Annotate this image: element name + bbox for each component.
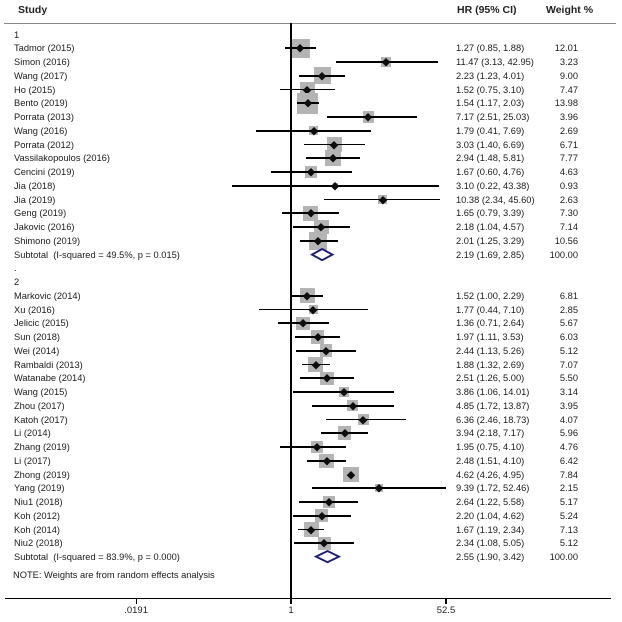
study-label: Shimono (2019) <box>14 235 81 246</box>
column-header-hr: HR (95% CI) <box>457 4 517 16</box>
study-label: Koh (2014) <box>14 524 60 535</box>
hr-ci-value: 2.44 (1.13, 5.26) <box>456 345 525 356</box>
weight-value: 3.95 <box>559 400 578 411</box>
weight-value: 5.96 <box>559 428 578 439</box>
weight-value: 13.98 <box>554 98 578 109</box>
study-label: Jelicic (2015) <box>14 318 69 329</box>
study-label: Wei (2014) <box>14 345 60 356</box>
column-header-study: Study <box>18 4 48 16</box>
weight-value: 5.24 <box>559 510 578 521</box>
hr-ci-value: 2.51 (1.26, 5.00) <box>456 373 525 384</box>
study-label: Niu1 (2018) <box>14 497 63 507</box>
study-label: Bento (2019) <box>14 98 68 109</box>
weight-value: 3.23 <box>559 57 578 67</box>
hr-ci-value: 4.62 (4.26, 4.95) <box>456 469 525 480</box>
hr-ci-value: 9.39 (1.72, 52.46) <box>456 483 530 494</box>
hr-ci-value: 11.47 (3.13, 42.95) <box>456 57 534 67</box>
axis-tick-label: 1 <box>288 605 294 616</box>
hr-ci-value: 2.48 (1.51, 4.10) <box>456 455 525 466</box>
study-label: Rambaldi (2013) <box>14 359 83 370</box>
weight-value: 5.17 <box>559 497 578 507</box>
weight-value: 6.42 <box>559 455 578 466</box>
hr-ci-value: 10.38 (2.34, 45.60) <box>456 194 535 205</box>
weight-value: 2.69 <box>559 125 578 136</box>
study-label: Sun (2018) <box>14 332 60 342</box>
subtotal-label: Subtotal (I-squared = 83.9%, p = 0.000) <box>14 552 180 562</box>
hr-ci-value: 2.55 (1.90, 3.42) <box>456 552 525 562</box>
subtotal-diamond <box>313 548 342 565</box>
column-header-weight: Weight % <box>546 4 594 16</box>
study-label: Simon (2016) <box>14 57 70 67</box>
group-label: 2 <box>14 277 20 287</box>
point-estimate-diamond <box>331 182 339 190</box>
hr-ci-value: 2.23 (1.23, 4.01) <box>456 70 525 81</box>
hr-ci-value: 2.19 (1.69, 2.85) <box>456 249 525 260</box>
study-label: Zhong (2019) <box>14 469 70 480</box>
hr-ci-value: 1.79 (0.41, 7.69) <box>456 125 525 136</box>
weight-value: 7.84 <box>559 469 578 480</box>
group-label: . <box>14 263 17 274</box>
study-label: Wang (2016) <box>14 125 68 136</box>
study-label: Porrata (2013) <box>14 112 74 122</box>
study-label: Jia (2018) <box>14 180 56 191</box>
hr-ci-value: 1.95 (0.75, 4.10) <box>456 442 525 452</box>
weight-value: 2.63 <box>559 194 578 205</box>
weight-value: 3.96 <box>559 112 578 122</box>
study-label: Zhang (2019) <box>14 442 70 452</box>
study-label: Vassilakopoulos (2016) <box>14 153 110 164</box>
hr-ci-value: 1.52 (1.00, 2.29) <box>456 290 525 301</box>
hr-ci-value: 4.85 (1.72, 13.87) <box>456 400 530 411</box>
hr-ci-value: 3.94 (2.18, 7.17) <box>456 428 525 439</box>
study-label: Tadmor (2015) <box>14 43 75 54</box>
hr-ci-value: 1.52 (0.75, 3.10) <box>456 84 525 95</box>
study-label: Xu (2016) <box>14 304 55 315</box>
group-label: 1 <box>14 29 20 40</box>
weight-value: 7.47 <box>559 84 578 95</box>
hr-ci-value: 2.64 (1.22, 5.58) <box>456 497 525 507</box>
weight-value: 6.03 <box>559 332 578 342</box>
weight-value: 100.00 <box>549 552 578 562</box>
hr-ci-value: 6.36 (2.46, 18.73) <box>456 414 530 425</box>
header-divider-line <box>4 23 616 24</box>
study-label: Li (2017) <box>14 455 51 466</box>
weight-value: 7.07 <box>559 359 578 370</box>
study-label: Yang (2019) <box>14 483 65 494</box>
weight-value: 0.93 <box>559 180 578 191</box>
reference-line <box>290 23 291 598</box>
weight-value: 4.63 <box>559 167 578 177</box>
subtotal-diamond <box>309 246 335 263</box>
weight-value: 3.14 <box>559 387 578 397</box>
study-label: Jakovic (2016) <box>14 222 75 232</box>
axis-tick-label: 52.5 <box>436 605 456 616</box>
study-label: Porrata (2012) <box>14 139 74 150</box>
x-axis-line <box>5 598 611 599</box>
subtotal-label: Subtotal (I-squared = 49.5%, p = 0.015) <box>14 249 180 260</box>
study-label: Koh (2012) <box>14 510 60 521</box>
study-label: Ho (2015) <box>14 84 56 95</box>
note-text: NOTE: Weights are from random effects analysis <box>13 570 215 580</box>
study-label: Katoh (2017) <box>14 414 68 425</box>
axis-tick <box>445 598 446 604</box>
hr-ci-value: 3.10 (0.22, 43.38) <box>456 180 530 191</box>
weight-value: 7.13 <box>559 524 578 535</box>
weight-value: 6.71 <box>559 139 578 150</box>
hr-ci-value: 1.88 (1.32, 2.69) <box>456 359 525 370</box>
study-label: Wang (2015) <box>14 387 68 397</box>
study-label: Jia (2019) <box>14 194 56 205</box>
hr-ci-value: 2.18 (1.04, 4.57) <box>456 222 525 232</box>
study-label: Watanabe (2014) <box>14 373 86 384</box>
hr-ci-value: 7.17 (2.51, 25.03) <box>456 112 530 122</box>
hr-ci-value: 2.20 (1.04, 4.62) <box>456 510 525 521</box>
weight-value: 6.81 <box>559 290 578 301</box>
hr-ci-value: 1.27 (0.85, 1.88) <box>456 43 525 54</box>
weight-value: 4.76 <box>559 442 578 452</box>
weight-value: 4.07 <box>559 414 578 425</box>
weight-value: 100.00 <box>549 249 578 260</box>
weight-value: 7.30 <box>559 208 578 219</box>
study-label: Niu2 (2018) <box>14 538 63 549</box>
study-label: Li (2014) <box>14 428 51 439</box>
weight-value: 5.67 <box>559 318 578 329</box>
weight-value: 5.50 <box>559 373 578 384</box>
axis-tick <box>136 598 137 604</box>
study-label: Zhou (2017) <box>14 400 65 411</box>
study-label: Markovic (2014) <box>14 290 81 301</box>
hr-ci-value: 2.01 (1.25, 3.29) <box>456 235 525 246</box>
study-label: Wang (2017) <box>14 70 68 81</box>
hr-ci-value: 1.36 (0.71, 2.64) <box>456 318 525 329</box>
hr-ci-value: 1.97 (1.11, 3.53) <box>456 332 524 342</box>
weight-value: 12.01 <box>554 43 578 54</box>
weight-value: 2.15 <box>559 483 578 494</box>
weight-value: 7.14 <box>559 222 578 232</box>
hr-ci-value: 3.03 (1.40, 6.69) <box>456 139 525 150</box>
hr-ci-value: 1.65 (0.79, 3.39) <box>456 208 525 219</box>
study-label: Geng (2019) <box>14 208 67 219</box>
hr-ci-value: 1.67 (1.19, 2.34) <box>456 524 525 535</box>
hr-ci-value: 2.34 (1.08, 5.05) <box>456 538 525 549</box>
hr-ci-value: 1.67 (0.60, 4.76) <box>456 167 525 177</box>
weight-value: 9.00 <box>559 70 578 81</box>
weight-value: 5.12 <box>559 345 578 356</box>
weight-value: 10.56 <box>554 235 578 246</box>
hr-ci-value: 2.94 (1.48, 5.81) <box>456 153 525 164</box>
hr-ci-value: 1.54 (1.17, 2.03) <box>456 98 525 109</box>
weight-value: 2.85 <box>559 304 578 315</box>
axis-tick <box>290 598 291 604</box>
weight-value: 5.12 <box>559 538 578 549</box>
hr-ci-value: 3.86 (1.06, 14.01) <box>456 387 530 397</box>
hr-ci-value: 1.77 (0.44, 7.10) <box>456 304 525 315</box>
weight-value: 7.77 <box>559 153 578 164</box>
study-label: Cencini (2019) <box>14 167 75 177</box>
axis-tick-label: .0191 <box>124 605 148 616</box>
